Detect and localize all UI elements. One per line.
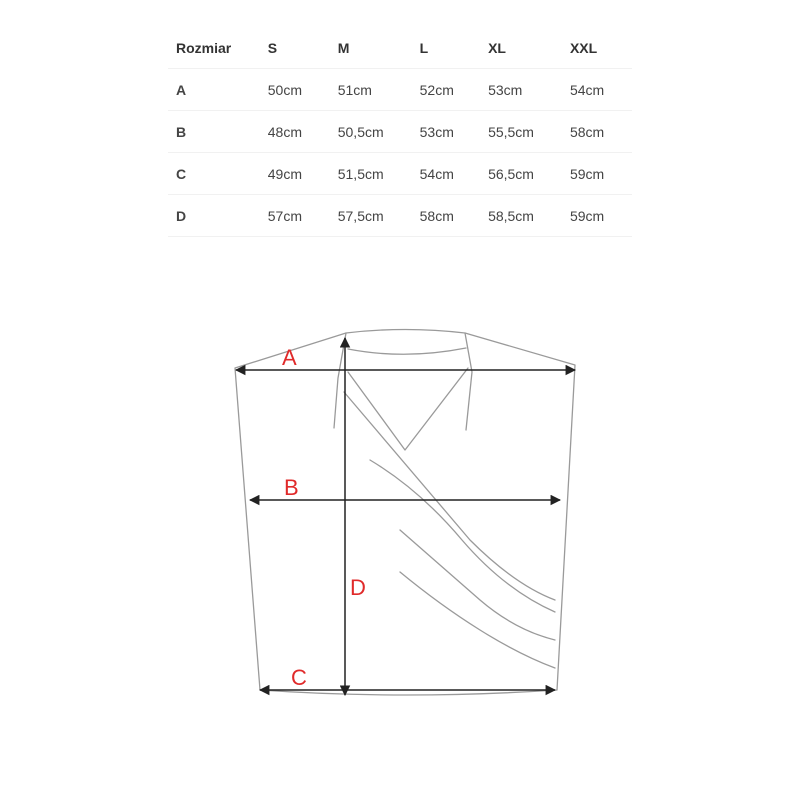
table-cell: 54cm: [562, 69, 632, 111]
wrap-band-2: [370, 460, 555, 612]
table-cell: 57cm: [260, 195, 330, 237]
table-cell: 56,5cm: [480, 153, 562, 195]
table-cell: 50,5cm: [330, 111, 412, 153]
garment-body: [235, 330, 575, 696]
header-l: L: [412, 27, 480, 69]
table-cell: 58,5cm: [480, 195, 562, 237]
header-xxl: XXL: [562, 27, 632, 69]
table-cell: 58cm: [562, 111, 632, 153]
wrap-band-4: [400, 572, 555, 668]
header-xl: XL: [480, 27, 562, 69]
table-cell: 48cm: [260, 111, 330, 153]
collar-left: [334, 333, 346, 428]
table-cell: 49cm: [260, 153, 330, 195]
garment-outline: [235, 330, 575, 696]
neckline: [348, 348, 466, 354]
table-cell: 51cm: [330, 69, 412, 111]
table-cell: 58cm: [412, 195, 480, 237]
table-cell: 53cm: [412, 111, 480, 153]
table-cell: 50cm: [260, 69, 330, 111]
table-cell: 52cm: [412, 69, 480, 111]
measurement-labels: [282, 345, 366, 690]
label-c: C: [291, 665, 307, 690]
table-cell: 53cm: [480, 69, 562, 111]
header-size: Rozmiar: [168, 27, 260, 69]
table-cell: 51,5cm: [330, 153, 412, 195]
row-label: A: [168, 69, 260, 111]
table-cell: 59cm: [562, 195, 632, 237]
label-b: B: [284, 475, 299, 500]
table-cell: 59cm: [562, 153, 632, 195]
row-label: D: [168, 195, 260, 237]
wrap-lapel: [348, 368, 468, 450]
measurement-arrows: [236, 338, 575, 695]
label-a: A: [282, 345, 297, 370]
label-d: D: [350, 575, 366, 600]
table-cell: 55,5cm: [480, 111, 562, 153]
row-label: B: [168, 111, 260, 153]
header-s: S: [260, 27, 330, 69]
table-cell: 54cm: [412, 153, 480, 195]
row-label: C: [168, 153, 260, 195]
header-m: M: [330, 27, 412, 69]
wrap-band-1: [344, 392, 555, 600]
table-cell: 57,5cm: [330, 195, 412, 237]
